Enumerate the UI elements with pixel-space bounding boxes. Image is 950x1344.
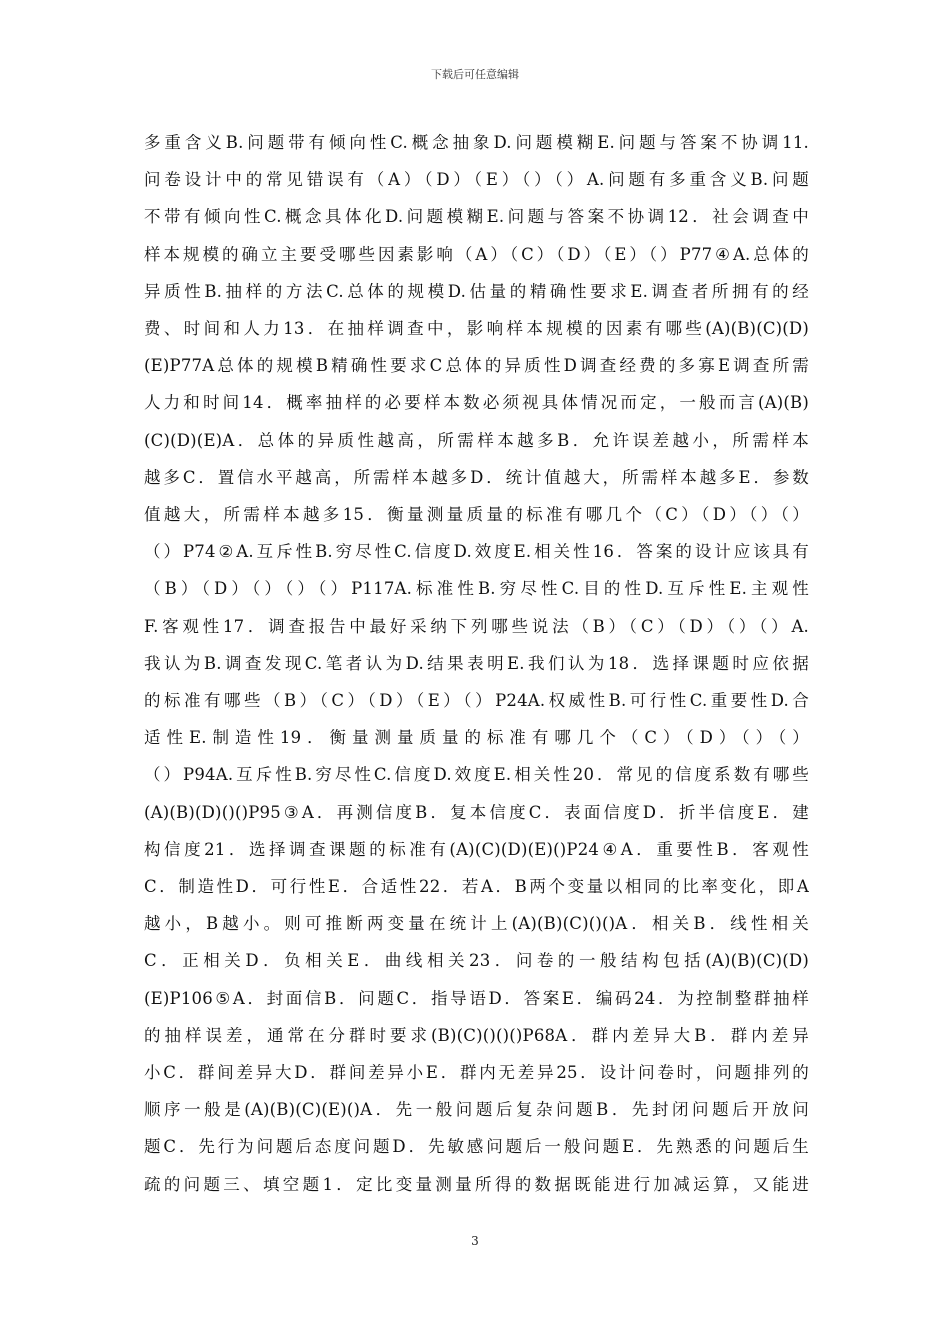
text-line-13: （B）（D）（）（）（）P117A.标准性B.穷尽性C.目的性D.互斥性E.主观性 <box>144 579 809 599</box>
text-line-18: （）P94A.互斥性B.穷尽性C.信度D.效度E.相关性20．常见的信度系数有哪些 <box>144 765 809 785</box>
text-line-1: 多重含义B.问题带有倾向性C.概念抽象D.问题模糊E.问题与答案不协调11. <box>144 133 809 152</box>
text-line-19: (A)(B)(D)()()P95③A．再测信度B．复本信度C．表面信度D．折半信度E．建 <box>144 802 809 822</box>
page-number: 3 <box>471 1234 479 1248</box>
text-line-27: 顺序一般是(A)(B)(C)(E)()A．先一般问题后复杂问题B．先封闭问题后开放问 <box>144 1100 809 1120</box>
text-line-14: F.客观性17．调查报告中最好采纳下列哪些说法（B）（C）（D）（）（）A. <box>144 616 809 636</box>
text-line-28: 题C．先行为问题后态度问题D．先敏感问题后一般问题E．先熟悉的问题后生 <box>144 1137 809 1157</box>
text-line-15: 我认为B.调查发现C.笔者认为D.结果表明E.我们认为18．选择课题时应依据 <box>144 653 809 673</box>
text-line-22: 越小，B越小。则可推断两变量在统计上(A)(B)(C)()()A．相关B．线性相关 <box>144 914 809 934</box>
text-line-17: 适性E.制造性19．衡量测量质量的标准有哪几个（C）（D）（）（） <box>144 728 809 748</box>
text-line-5: 异质性B.抽样的方法C.总体的规模D.估量的精确性要求E.调查者所拥有的经 <box>144 281 809 301</box>
text-line-25: 的抽样误差，通常在分群时要求(B)(C)()()()P68A．群内差异大B．群内差异 <box>144 1025 809 1045</box>
body-text <box>144 124 809 1203</box>
text-line-10: 越多C．置信水平越高，所需样本越多D．统计值越大，所需样本越多E．参数 <box>144 467 809 487</box>
text-line-23: C．正相关D．负相关E．曲线相关23．问卷的一般结构包括(A)(B)(C)(D) <box>144 951 809 971</box>
text-line-24: (E)P106⑤A．封面信B．问题C．指导语D．答案E．编码24．为控制整群抽样 <box>144 988 809 1008</box>
text-line-8: 人力和时间14．概率抽样的必要样本数必须视具体情况而定，一般而言(A)(B) <box>144 393 809 413</box>
text-line-3: 不带有倾向性C.概念具体化D.问题模糊E.问题与答案不协调12．社会调查中 <box>144 207 809 227</box>
text-line-20: 构信度21．选择调查课题的标准有(A)(C)(D)(E)()P24④A．重要性B．客观性 <box>144 839 809 859</box>
text-line-4: 样本规模的确立主要受哪些因素影响（A）（C）（D）（E）（）P77④A.总体的 <box>144 244 809 264</box>
text-line-2: 问卷设计中的常见错误有（A）（D）（E）（）（）A.问题有多重含义B.问题 <box>144 170 809 190</box>
text-line-9: (C)(D)(E)A．总体的异质性越高，所需样本越多B．允许误差越小，所需样本 <box>144 430 809 450</box>
text-line-6: 费、时间和人力13．在抽样调查中，影响样本规模的因素有哪些(A)(B)(C)(D) <box>144 319 809 339</box>
text-line-21: C．制造性D．可行性E．合适性22．若A．B两个变量以相同的比率变化，即A <box>144 877 809 897</box>
text-line-12: （）P74②A.互斥性B.穷尽性C.信度D.效度E.相关性16．答案的设计应该具有 <box>144 542 809 562</box>
text-line-11: 值越大，所需样本越多15．衡量测量质量的标准有哪几个（C）（D）（）（） <box>144 505 809 525</box>
page-header: 下载后可任意编辑 <box>431 68 519 81</box>
text-line-16: 的标准有哪些（B）（C）（D）（E）（）P24A.权威性B.可行性C.重要性D.合 <box>144 691 809 711</box>
text-line-7: (E)P77A总体的规模B精确性要求C总体的异质性D调查经费的多寡E调查所需 <box>144 356 809 376</box>
text-line-29: 疏的问题三、填空题1．定比变量测量所得的数据既能进行加减运算，又能进 <box>144 1174 809 1194</box>
text-line-26: 小C．群间差异大D．群间差异小E．群内无差异25．设计问卷时，问题排列的 <box>144 1063 809 1083</box>
